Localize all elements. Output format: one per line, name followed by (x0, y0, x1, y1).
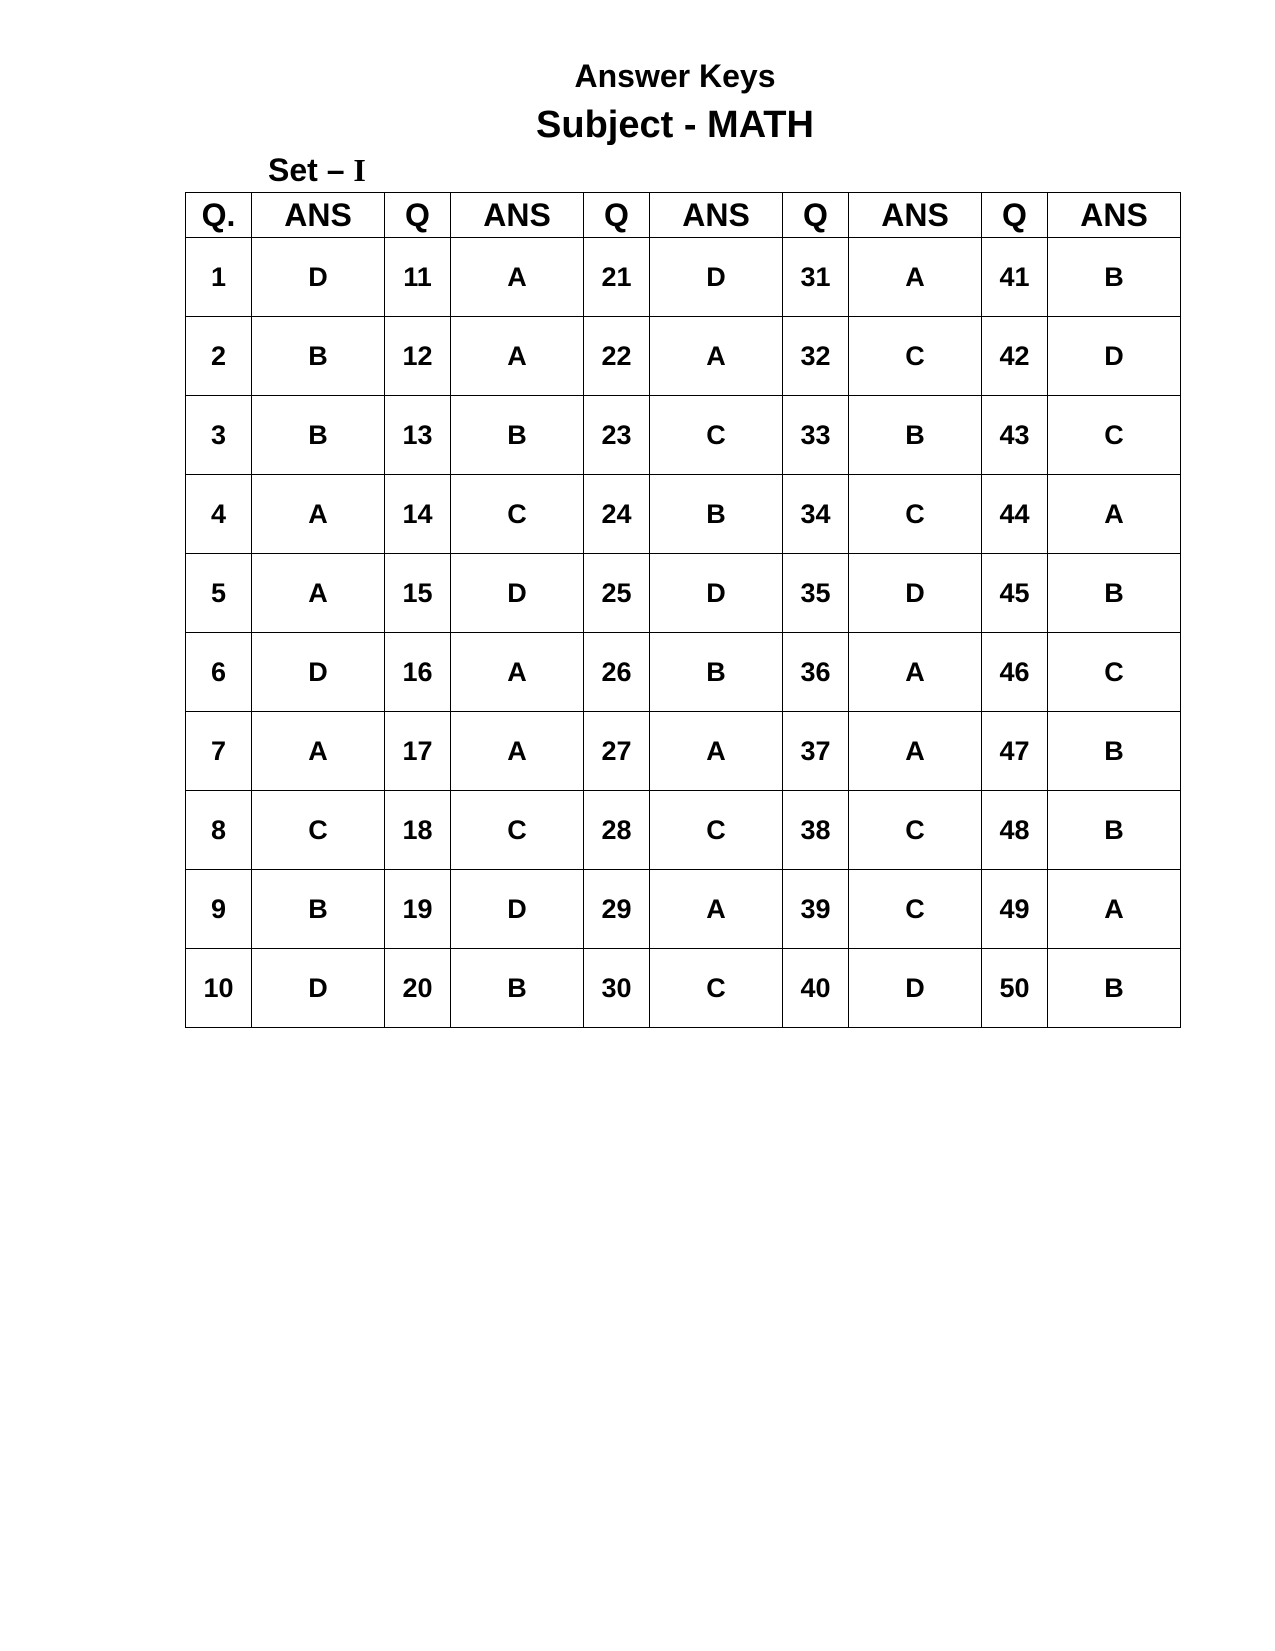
question-number-cell: 16 (385, 633, 451, 712)
answer-cell: D (1048, 317, 1181, 396)
answer-cell: C (849, 475, 982, 554)
question-column-header: Q (584, 193, 650, 238)
question-number-cell: 10 (186, 949, 252, 1028)
answer-cell: C (1048, 396, 1181, 475)
answer-cell: C (451, 791, 584, 870)
question-number-cell: 27 (584, 712, 650, 791)
question-number-cell: 20 (385, 949, 451, 1028)
question-number-cell: 21 (584, 238, 650, 317)
set-label (268, 152, 366, 189)
answer-cell: B (1048, 238, 1181, 317)
question-column-header: Q (783, 193, 849, 238)
table-row (186, 633, 1181, 712)
question-number-cell: 44 (982, 475, 1048, 554)
answer-cell: D (849, 949, 982, 1028)
question-number-cell: 37 (783, 712, 849, 791)
answer-cell: A (451, 633, 584, 712)
answer-cell: D (451, 870, 584, 949)
answer-cell: C (650, 396, 783, 475)
answer-cell: A (451, 712, 584, 791)
question-number-cell: 5 (186, 554, 252, 633)
answer-cell: B (849, 396, 982, 475)
answer-cell: B (252, 317, 385, 396)
question-number-cell: 8 (186, 791, 252, 870)
set-label-numeral: I (353, 152, 366, 188)
answer-cell: D (451, 554, 584, 633)
table-row (186, 870, 1181, 949)
question-number-cell: 1 (186, 238, 252, 317)
answer-cell: C (849, 791, 982, 870)
answer-column-header: ANS (451, 193, 584, 238)
table-header (186, 193, 1181, 238)
answer-cell: A (650, 317, 783, 396)
answer-key-table (185, 192, 1181, 1028)
answer-cell: C (252, 791, 385, 870)
answer-cell: C (1048, 633, 1181, 712)
question-number-cell: 29 (584, 870, 650, 949)
table-row (186, 317, 1181, 396)
question-number-cell: 42 (982, 317, 1048, 396)
set-label-prefix: Set – (268, 152, 354, 188)
question-number-cell: 6 (186, 633, 252, 712)
answer-cell: C (849, 317, 982, 396)
answer-cell: B (451, 949, 584, 1028)
answer-cell: D (650, 238, 783, 317)
answer-cell: D (849, 554, 982, 633)
table-body (186, 238, 1181, 1028)
question-number-cell: 24 (584, 475, 650, 554)
question-number-cell: 19 (385, 870, 451, 949)
answer-cell: B (252, 870, 385, 949)
question-column-header: Q (385, 193, 451, 238)
question-number-cell: 25 (584, 554, 650, 633)
question-number-cell: 43 (982, 396, 1048, 475)
answer-cell: B (1048, 949, 1181, 1028)
answer-cell: B (1048, 554, 1181, 633)
answer-cell: B (451, 396, 584, 475)
answer-cell: A (849, 633, 982, 712)
question-number-cell: 23 (584, 396, 650, 475)
page-title: Answer Keys (574, 58, 776, 94)
question-number-cell: 9 (186, 870, 252, 949)
table-row (186, 712, 1181, 791)
table-row (186, 396, 1181, 475)
answer-cell: D (252, 238, 385, 317)
question-number-cell: 49 (982, 870, 1048, 949)
question-number-cell: 12 (385, 317, 451, 396)
table-row (186, 475, 1181, 554)
table-row (186, 949, 1181, 1028)
answer-cell: D (252, 633, 385, 712)
answer-cell: A (252, 475, 385, 554)
question-number-cell: 35 (783, 554, 849, 633)
question-number-cell: 22 (584, 317, 650, 396)
answer-column-header: ANS (1048, 193, 1181, 238)
answer-column-header: ANS (252, 193, 385, 238)
question-number-cell: 36 (783, 633, 849, 712)
question-number-cell: 3 (186, 396, 252, 475)
question-number-cell: 38 (783, 791, 849, 870)
question-number-cell: 46 (982, 633, 1048, 712)
question-number-cell: 47 (982, 712, 1048, 791)
question-number-cell: 18 (385, 791, 451, 870)
table-row (186, 554, 1181, 633)
answer-cell: C (451, 475, 584, 554)
answer-cell: A (849, 238, 982, 317)
answer-cell: A (252, 712, 385, 791)
question-number-cell: 45 (982, 554, 1048, 633)
question-number-cell: 40 (783, 949, 849, 1028)
question-number-cell: 50 (982, 949, 1048, 1028)
answer-cell: C (849, 870, 982, 949)
question-number-cell: 11 (385, 238, 451, 317)
table-row (186, 791, 1181, 870)
question-number-cell: 48 (982, 791, 1048, 870)
header-row (186, 193, 1181, 238)
question-number-cell: 7 (186, 712, 252, 791)
answer-cell: B (252, 396, 385, 475)
question-number-cell: 28 (584, 791, 650, 870)
answer-column-header: ANS (849, 193, 982, 238)
answer-cell: C (650, 949, 783, 1028)
answer-cell: A (451, 238, 584, 317)
question-number-cell: 14 (385, 475, 451, 554)
question-number-cell: 15 (385, 554, 451, 633)
answer-cell: D (252, 949, 385, 1028)
answer-cell: A (849, 712, 982, 791)
answer-cell: A (650, 712, 783, 791)
question-number-cell: 41 (982, 238, 1048, 317)
question-column-header: Q (982, 193, 1048, 238)
answer-cell: B (650, 475, 783, 554)
answer-cell: A (650, 870, 783, 949)
question-number-cell: 26 (584, 633, 650, 712)
answer-cell: A (252, 554, 385, 633)
answer-cell: C (650, 791, 783, 870)
answer-cell: A (1048, 870, 1181, 949)
answer-cell: A (1048, 475, 1181, 554)
question-number-cell: 4 (186, 475, 252, 554)
question-number-cell: 31 (783, 238, 849, 317)
answer-cell: A (451, 317, 584, 396)
question-column-header: Q. (186, 193, 252, 238)
subject-heading: Subject - MATH (536, 104, 814, 146)
question-number-cell: 17 (385, 712, 451, 791)
question-number-cell: 39 (783, 870, 849, 949)
answer-column-header: ANS (650, 193, 783, 238)
question-number-cell: 34 (783, 475, 849, 554)
answer-cell: B (1048, 712, 1181, 791)
answer-cell: D (650, 554, 783, 633)
table-row (186, 238, 1181, 317)
question-number-cell: 33 (783, 396, 849, 475)
answer-cell: B (650, 633, 783, 712)
question-number-cell: 13 (385, 396, 451, 475)
answer-cell: B (1048, 791, 1181, 870)
question-number-cell: 32 (783, 317, 849, 396)
question-number-cell: 2 (186, 317, 252, 396)
question-number-cell: 30 (584, 949, 650, 1028)
